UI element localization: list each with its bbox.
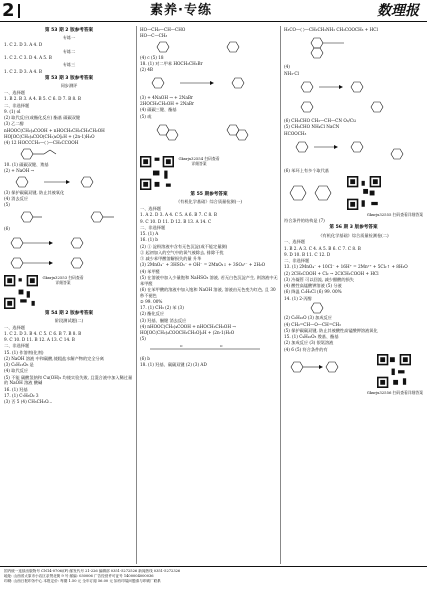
issue-heading: 第 54 期 2 版参考答案: [44, 310, 94, 316]
qr-caption: Gkxrjx32553 扫码查看详细答案: [42, 274, 84, 285]
structure-diagram: [284, 354, 374, 384]
answer-line: ② 99. 00%: [140, 298, 163, 304]
answer-line: 9. C 10. D 11. D 12. B 13. A 14. C: [140, 218, 212, 224]
answer-line: 1. C 2. D 3. A 4. B: [4, 68, 42, 74]
answer-line: 10. (1) 碳碳双键、羧基: [4, 161, 49, 167]
answer-line: 1. B 2. B 3. A 4. B 5. C 6. D 7. B 8. B: [4, 96, 81, 102]
formula-line: HO—C—CH₃: [140, 32, 168, 38]
equation-line: (4) nHOOC(CH₂)₄COOH + nHOCH₂CH₂OH →: [140, 323, 236, 329]
answer-line: (3) 乙二醇: [4, 121, 24, 127]
page-number: 2: [2, 0, 15, 21]
test-subtitle: 《有机化学基础》综合质量检测(一): [175, 199, 243, 205]
answer-line: (6) b: [140, 356, 150, 362]
issue-heading: 第 55 期参考答案: [190, 192, 228, 198]
section-label: 二、非选择题: [4, 343, 30, 349]
qr-block: [4, 275, 134, 309]
answer-line: 18. (1) 羟基、碳碳双键 (2) (3) AD: [140, 362, 207, 368]
answer-column-1: [4, 26, 134, 564]
formula-line: NH₂·Cl: [284, 70, 299, 76]
answer-line: (4) c (5) 18: [140, 54, 164, 60]
answer-line: 18. (1) 对二甲苯 HOCH₂CH₂Br: [140, 60, 203, 66]
column-divider: [136, 26, 137, 564]
svg-text:O: O: [220, 344, 223, 349]
structure-diagram: [284, 176, 344, 210]
test-subtitle: 《有机化学基础》综合质量检测卷(二): [318, 232, 389, 238]
answer-line: (4): [284, 64, 290, 70]
qr-code-icon[interactable]: [140, 156, 174, 190]
answer-line: (4) 12 HOCCCH₂—⟨ ⟩—CH₂CCOOH: [4, 140, 79, 146]
equation-line: (6) CH₃CHO CH₃—CH—CN O₂/Cu: [284, 118, 356, 124]
answer-line: 16. (1) 羟基: [4, 386, 28, 392]
equation-line: 13. (1) 2MnO₄⁻ + 10Cl⁻ + 16H⁺ = 2Mn²⁺ + 5Cl₂↑ + 8H₂O: [284, 264, 408, 270]
answer-line: 17. (1) C₇H₆O₂ 3: [4, 392, 39, 398]
answer-line: 1. B 2. A 3. C 4. A 5. B 6. C 7. C 8. B: [284, 245, 361, 251]
answer-line: 9. D 10. B 11. C 12. D: [284, 251, 331, 257]
answer-line: 15. (1) C₉H₁₀O₃ 羧基、酯基: [284, 334, 339, 340]
section-label: 一、选择题: [140, 206, 161, 212]
equation-line: (5) CH₃CHO NH₄Cl NaCN: [284, 124, 340, 130]
qr-caption: Gkxrjx32555 扫码查看详细答案: [366, 212, 423, 218]
answer-line: 1. C 2. C 3. D 4. A 5. B: [4, 55, 52, 61]
structure-diagram: [284, 33, 423, 63]
qr-block: [284, 354, 423, 388]
answer-line: ③ 减少苯甲酸溶解损失的量 升华: [140, 256, 202, 262]
qr-caption: Gkxrjx32554 扫码查看详细答案: [178, 156, 220, 167]
answer-line: 16. (1) b: [140, 237, 158, 243]
qr-code-icon[interactable]: [377, 354, 411, 388]
reaction-scheme: [284, 77, 423, 117]
section-label: 一、选择题: [4, 90, 25, 96]
answer-line: 1. C 2. D 3. A 4. D: [4, 41, 43, 47]
answer-line: 17. (1) CH₃ (2) 苯 (3): [140, 305, 184, 311]
answer-line: (3) 保护碳碳双键, 防止其被氧化: [4, 189, 65, 195]
answer-line: (3) C₆H₁₂O₆ 是: [4, 362, 34, 368]
answer-line: (5) 保护碳碳双键, 防止其被酸性高锰酸钾溶液氧化: [284, 327, 378, 333]
equation-line: (2) 2CH₃COOH + Cl₂ → 2ClCH₂COOH + HCl: [284, 270, 379, 276]
answer-line: (6) 苯环上有多个取代基: [284, 168, 329, 174]
structure-diagram: [140, 120, 278, 154]
test-subtitle: 同步测评: [60, 83, 78, 89]
formula-line: HCOOCH₃: [284, 130, 307, 136]
answer-line: (2) 取代反应(或酯化反应) 酯基 碳碳双键: [4, 115, 81, 121]
answer-line: (2) NaOH 溶液 中和碳酸,使粗盐水解产物的完全分离: [4, 355, 104, 361]
answer-line: 14. (1) 2-丙醇: [284, 295, 312, 301]
answer-column-2: [140, 26, 278, 564]
equation-line: (3) + 4NaOH → + 2NaBr: [140, 94, 193, 100]
equation-line: HO[OC(CH₂)₄COOCH₂CH₂O]ₙH + (2n-1)H₂O: [140, 330, 235, 336]
answer-line: 1. A 2. D 3. A 4. C 5. A 6. B 7. C 8. B: [140, 212, 217, 218]
column-divider: [280, 26, 281, 564]
answer-line: (4) 消去反应: [4, 196, 29, 202]
answer-line: (2) ① 淀粉溶液中含有无色沉淀(或不能定量测): [140, 243, 228, 249]
masthead-divider: [18, 4, 20, 18]
topic-heading: 专练二: [62, 48, 76, 54]
answer-line: (3) 否 5 (4) CH₃CH₂O...: [4, 399, 53, 405]
newspaper-brand: 数理报: [377, 3, 419, 19]
formula-line: (4) CH₂=CH—O—CH=CH₂: [284, 321, 341, 327]
answer-line: 1. C 2. D 3. B 4. C 5. C 6. B 7. B 8. B: [4, 330, 82, 336]
equation-line: H₃CO—⟨ ⟩—CH₂CH₂NH₂ CH₂COOCH₃ + HCl: [284, 26, 378, 32]
equation-line: (2) + NaOH →: [4, 168, 35, 174]
structure-diagram: [4, 209, 134, 225]
answer-line: (2) 酯化反应: [140, 311, 165, 317]
answer-column-3: [284, 26, 423, 564]
issue-heading: 第 53 期 2 版参考答案: [44, 28, 94, 33]
structure-diagram: [140, 343, 278, 355]
answer-line: (6) 在苯甲酸的溶液中加入饱和 NaOH 溶液, 溶液由无色变为红色, 且 30 秒不褪色: [140, 286, 276, 298]
issue-heading: 第 56 期 3 版参考答案: [329, 225, 378, 231]
topic-heading: 专练一: [62, 35, 76, 41]
answer-line: (2) 加成反应 (3) 银氨溶液: [284, 340, 334, 346]
qr-code-icon[interactable]: [4, 275, 38, 309]
structure-diagram: [140, 40, 278, 54]
page-footer: [0, 566, 427, 594]
qr-code-icon[interactable]: [347, 176, 381, 210]
svg-text:O: O: [180, 344, 183, 349]
answer-line: (5) 或: [140, 113, 152, 119]
answer-line: (4) 6 (5) 符合条件的有: [284, 346, 328, 352]
answer-line: (5): [4, 202, 10, 208]
answer-line: (4) 取代反应: [4, 368, 29, 374]
answer-line: 符合条件的结构是 (7): [284, 217, 325, 223]
answer-line: (6) 降温 C₂H₅Cl (6) 99. 00%: [284, 289, 342, 295]
footer-line: 地址: 山西省太原市小店区亲贤北街 9 号 邮编: 030006 广告经营许可证号 1400004000036: [4, 574, 154, 579]
equation-line: 2HOCH₂CH₂OH + 2NaBr: [140, 101, 194, 106]
equation-line: nHOOC(CH₂)₄COOH + nHOCH₂CH₂CH₂CH₂OH: [4, 127, 105, 133]
section-label: 二、非选择题: [284, 258, 310, 264]
footer-line: 印刷: 山西日报印务中心 本报定价: 每期 1.50 元 全年订阅 56.00 元 如有印装问题请与印刷厂联系: [4, 579, 161, 584]
answer-line: ② 起初加入的空气中的氧气被除去, 排除干扰: [140, 249, 224, 255]
section-label: 二、非选择题: [140, 224, 166, 230]
answer-line: (5): [140, 336, 146, 342]
answer-line: (4) 苯甲醛: [140, 268, 160, 274]
equation-line: HO[OC(CH₂)₄COO(CH₂)₄O]ₙH + (2n-1)H₂O: [4, 133, 95, 139]
footer-line: 国内统一连续出版物号 CN14-0706/(F) 邮发代号 21-226 编辑部 0351-5272526 新闻热线 0351-5272326: [4, 569, 181, 573]
masthead: [0, 0, 427, 22]
answer-line: 9. (1) ol: [4, 108, 21, 114]
structure-diagram: [4, 175, 134, 189]
formula-line: HO—CH₂—CH—CHO: [140, 26, 186, 32]
reaction-scheme: [4, 233, 134, 273]
answer-line: (4) 酸性高锰酸钾溶液 (5) 分液: [284, 283, 342, 289]
issue-heading: 第 53 期 3 版参考答案: [44, 76, 94, 82]
structure-diagram: [4, 147, 134, 161]
qr-block: [140, 156, 278, 190]
section-label: 一、选择题: [4, 324, 25, 330]
section-label: 一、选择题: [284, 239, 305, 245]
section-label: 二、非选择题: [4, 102, 30, 108]
equation-line: (3) 2MnO₄⁻ + 3HSO₃⁻ + OH⁻ = 2MnO₂↓ + 3SO₄²⁻ + 2H₂O: [140, 262, 266, 268]
answer-line: 9. C 10. D 11. B 12. A 13. C 14. B: [4, 337, 75, 343]
answer-line: (3) 羟基、醚键 消去反应: [140, 317, 187, 323]
test-subtitle: 阶段测试题(二): [54, 317, 84, 323]
reaction-scheme: [284, 137, 423, 167]
qr-block: [284, 176, 423, 210]
answer-line: 15. (1) A: [140, 231, 159, 237]
answer-line: (6): [4, 226, 10, 232]
answer-line: (2) C₆H₁₀O (3) 加成反应: [284, 315, 332, 321]
answer-line: (4) 碳碳三键、酯基: [140, 107, 177, 113]
answer-line: (5) 在溶液中加入少量饱和 NaHSO₃ 溶液, 若无白色沉淀产生, 则溶液中无苯甲醛: [140, 274, 278, 286]
qr-caption: Gkxrjx32556 扫码查看详细答案: [366, 390, 423, 396]
reaction-scheme: [140, 74, 278, 94]
answer-line: (3) 冷凝管 可以回流, 减少醋酸的损失: [284, 276, 354, 282]
answer-line: 15. (1) 作溶剂(化剂): [4, 349, 44, 355]
answer-line: (5) 不能 碳酸氢钠和 Cu(OH)₂ 均使实验失败, 且混合液中加入稀过量的 NaOH 溶液 酸碱: [4, 374, 133, 386]
structure-diagram: [284, 302, 423, 314]
section-title: 素养·专练: [150, 3, 212, 18]
answer-line: (2) 4B: [140, 67, 154, 73]
topic-heading: 专练三: [62, 61, 76, 67]
